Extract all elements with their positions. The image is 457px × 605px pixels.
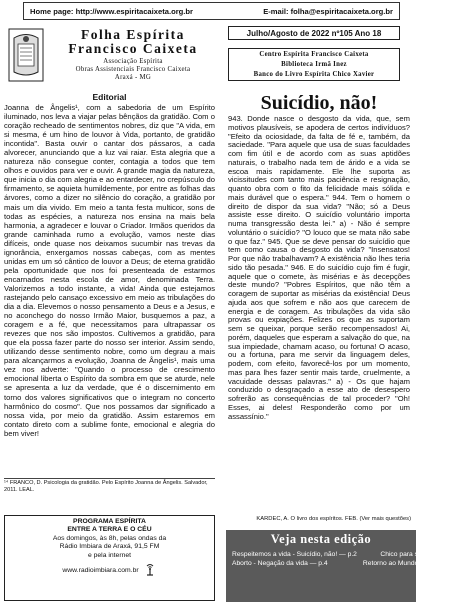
article-section (228, 92, 410, 421)
masthead-assoc: Associação Espírita (103, 58, 163, 65)
editorial-body: Joanna de Ângelis¹, com a sabedoria de um Espírito iluminado, nos leva a viajar pelas bênçãos da gratidão. Com o coração recheado de sentimentos nobres, diz que "A vida, em si mesma, é um hino de louvor à Vida, portanto, de gratidão incontida". Basta ouvir o cantar dos pássaros, a cada alvorecer, anunciando que a luz vai raiar. Esta alegria que a natureza não consegue conter, contagia a todos que tem olhos e ouvidos para ver e ouvir. A grande magia da natureza, que inicia o dia com alegria e ao entardecer, no crepúsculo do firmamento, se aquieta humildemente, por entre as folhas das árvores, como a dizer no silêncio do coração, a gratidão por mais um dia vivido. Em meio a tanta festa multicor, sons de todas as espécies, a natureza nos ensina na mais bela harmonia, a agradecer e louvar o Criador. Irmãos queridos da grande caminhada rumo a evolução, vamos neste dias difíceis, onde quase nos deixamos sucumbir nas trevas da ignorância, enxergamos nossas cabeças, com as mentes unidas em um só cântico de louvor a Deus; de eterna gratidão pela oportunidade que nos foi presenteada de estarmos encarnados nesta escola de amor, denominada Terra. Valorizemos a todo instante, a vida! Ainda que estejamos rastejando pelo cansaço excessivo em meio as tribulações do dia a dia. Elevemos o nosso pensamento a Deus e a Jesus, e no aconchego do nosso Irmão Maior, busquemos a paz, a coragem e a fé, que necessitamos para ultrapassar os revezes que nos são impostos. Cultivemos a gratidão, para que ela possa fazer parte do nosso ser interior. Assim sendo, utilizando desse sentimento nobre, como um degrau a mais para alcançarmos a evolução, Joanna de Ângelis¹, mais uma vez nos adverte: "Quando o processo de crescimento emocional liberta o Espírito da sombra em que se aturde, nele se apresenta a luz da verdade, que é o discernimento em torno dos valores significativos que o integram no concerto harmônico do cosmo". Que nos possamos dar significado a nossa vida, por meio da gratidão. Assim estaremos em contato direto com a sublime fonte, emocional e alegria do bem viver! (4, 103, 215, 438)
masthead-city: Araxá - MG (114, 74, 152, 81)
article-title: Suicídio, não! (260, 92, 378, 114)
email-link[interactable]: E-mail: folha@espiritacaixeta.org.br (263, 6, 393, 16)
masthead-title-line2: Francisco Caixeta (68, 41, 198, 56)
spiritist-logo (8, 28, 44, 82)
radio-internet: e pela internet (87, 551, 132, 559)
radio-station: Rádio Imbiara de Araxá, 91,5 FM (59, 543, 160, 551)
radio-antenna-icon (143, 562, 157, 579)
editorial-title: Editorial (92, 92, 127, 102)
contents-item[interactable]: Chico para sempre — p.7 (380, 551, 457, 558)
radio-program-box (4, 515, 215, 601)
masthead (44, 28, 222, 82)
masthead-title-line1: Folha Espírita (81, 27, 185, 42)
contents-item[interactable]: Respeitemos a vida - Suicídio, não! — p.2 (232, 551, 357, 558)
library-name: Biblioteca Irmã Inez (281, 61, 347, 68)
masthead-org: Obras Assistenciais Francisco Caixeta (75, 66, 191, 73)
home-page-link[interactable]: Home page: http://www.espiritacaixeta.org.br (30, 6, 194, 16)
center-name: Centro Espírita Francisco Caixeta (259, 51, 369, 58)
article-body: 943. Donde nasce o desgosto da vida, que, sem motivos plausíveis, se apodera de certos indivíduos? "Efeito da ociosidade, da falta de fé e, também, da saciedade. "Para aquele que usa de suas faculdades com fim útil e de acordo com as suas aptidões naturais, o trabalho nada tem de árido e a vida se escoa mais rapidamente. Ele lhe suporta as vicissitudes com tanto mais paciência e resignação, quanto obra com o fito da felicidade mais sólida e mais durável que o espera." 944. Tem o homem o direito de dispor da sua vida? "Não; só a Deus assiste esse direito. O suicídio voluntário importa numa transgressão desta lei." a) - Não é sempre voluntário o suicídio? "O louco que se mata não sabe o que faz." 945. Que se deve pensar do suicídio que tem como causa o desgosto da vida? "Insensatos! Por que não trabalhavam? A existência não lhes teria sido tão pesada." 946. E do suicídio cujo fim é fugir, aquele que o comete, às misérias e às decepções deste mundo? "Pobres Espíritos, que não têm a coragem de suportar as misérias da existência! Deus ajuda aos que sofrem e não aos que carecem de energia e de coragem. As tribulações da vida são provas ou expiações. Felizes os que as suportam sem se queixar, porque serão recompensados! Ai, porém, daqueles que esperam a salvação do que, na sua impiedade, chamam acaso, ou fortuna! O acaso, ou a fortuna, para me servir da linguagem deles, podem, com efeito, favorecê-los por um momento, mas para lhes fazer sentir mais tarde, cruelmente, a vacuidade dessas palavras." a) - Os que hajam conduzido o desgraçado a esse ato de desespero sofrerão as consequências de tal proceder? "Oh! Esses, ai deles! Responderão como por um assassínio." (228, 114, 410, 421)
editorial-footnote: ¹⁴ FRANCO, D. Psicologia da gratidão. Pelo Espírito Joanna de Ângelis. Salvador, 2011. LEAL. (4, 478, 215, 494)
contents-box (226, 530, 457, 602)
contents-title: Veja nesta edição (270, 532, 372, 546)
issue-info: Julho/Agosto de 2022 nº105 Ano 18 (228, 26, 400, 40)
radio-title-line1: PROGRAMA ESPÍRITA (73, 518, 146, 525)
radio-schedule: Aos domingos, às 8h, pelas ondas da (52, 534, 167, 542)
radio-title-line2: ENTRE A TERRA E O CÉU (67, 526, 152, 534)
editorial-section (4, 92, 215, 438)
book-bank-name: Banco do Livro Espírita Chico Xavier (253, 71, 375, 78)
contents-item[interactable]: Retorno ao Mundo Maior — p.8 (362, 560, 457, 567)
header-bar (23, 2, 400, 20)
article-credit: KARDEC, A. O livro dos espíritos. FEB. (Ver mais questões) (256, 516, 411, 522)
contents-item[interactable]: Aborto - Negação da vida — p.4 (232, 560, 328, 567)
center-info-box (228, 48, 400, 81)
radio-url[interactable]: www.radioimbiara.com.br (62, 566, 139, 574)
